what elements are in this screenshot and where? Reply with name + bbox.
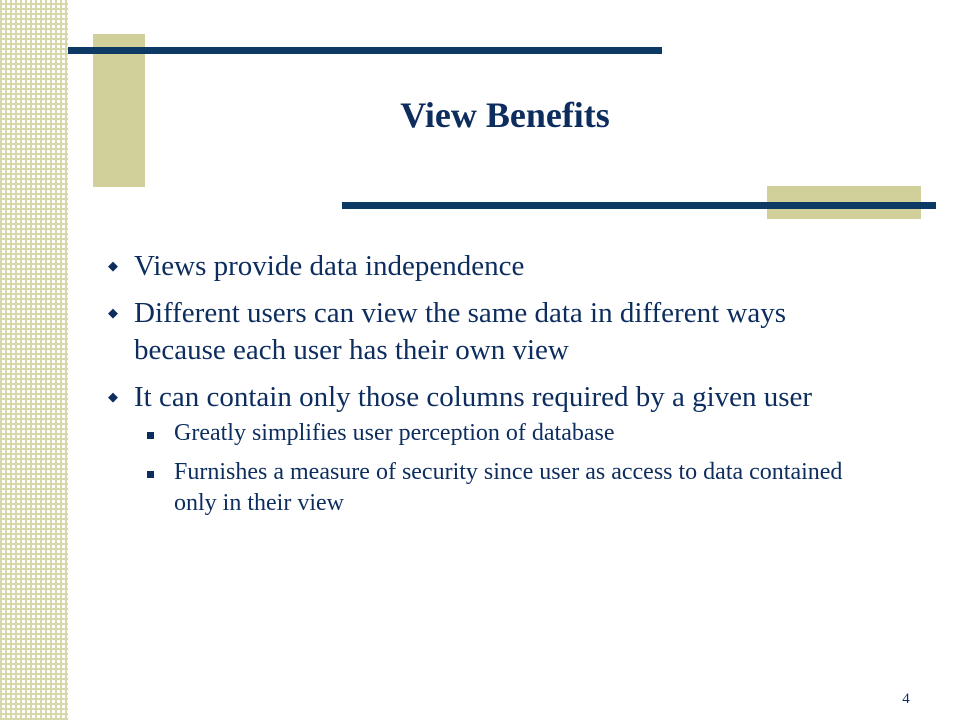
navy-bar-top [68, 47, 662, 54]
sub-bullet-item [134, 457, 884, 519]
bullet-item [104, 379, 884, 519]
navy-bar-bottom [342, 202, 936, 209]
sub-bullet-text: Furnishes a measure of security since user as access to data contained only in their view [174, 459, 843, 516]
sub-bullet-list [134, 418, 884, 519]
square-bullet-icon [147, 432, 154, 439]
bullet-text: It can contain only those columns required by a given user [134, 381, 813, 413]
slide-title: View Benefits [400, 95, 610, 135]
diamond-bullet-icon: ◆ [108, 258, 118, 273]
olive-block-top-left [93, 34, 145, 187]
diamond-bullet-icon: ◆ [108, 389, 118, 404]
bullet-item [104, 248, 884, 285]
bullet-text: Different users can view the same data in different ways because each user has their own view [134, 297, 786, 366]
page-number: 4 [902, 691, 910, 707]
sub-bullet-text: Greatly simplifies user perception of database [174, 420, 615, 446]
sub-bullet-item [134, 418, 884, 449]
diamond-bullet-icon: ◆ [108, 305, 118, 320]
bullet-item [104, 295, 884, 369]
square-bullet-icon [147, 471, 154, 478]
bullet-text: Views provide data independence [134, 250, 525, 282]
left-stripe-pattern [0, 0, 68, 720]
bullet-list [104, 248, 884, 529]
